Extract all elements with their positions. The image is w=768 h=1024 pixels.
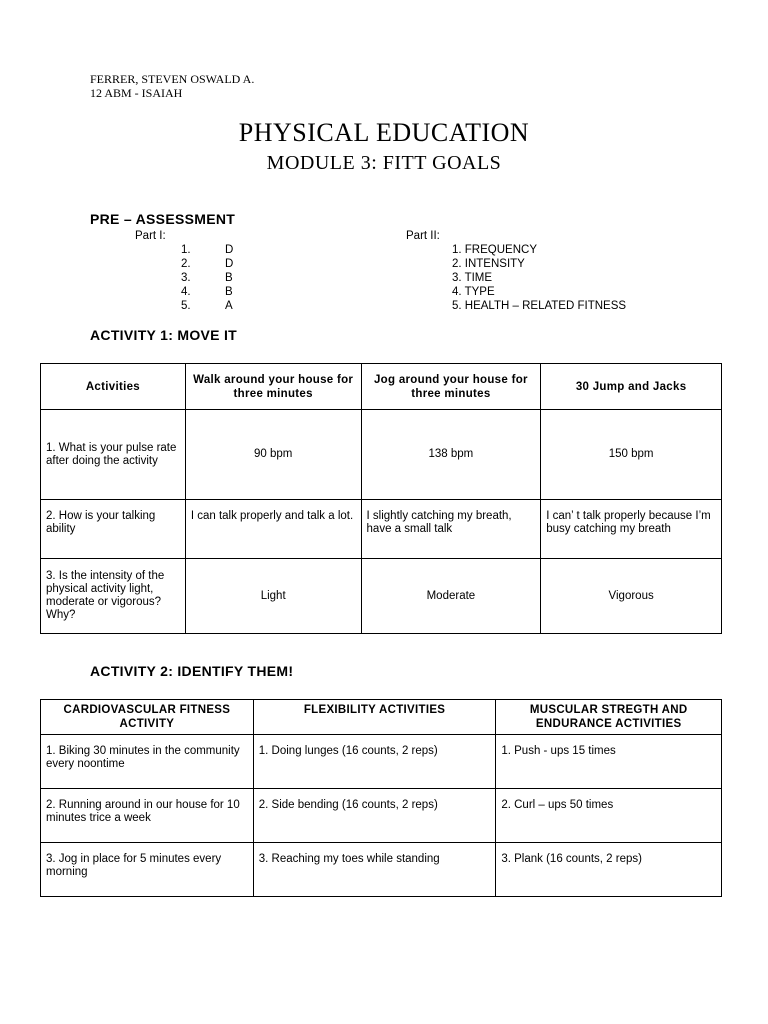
part2-item: 1. FREQUENCY	[452, 244, 537, 256]
cardio-cell: 3. Jog in place for 5 minutes every morning	[41, 843, 254, 897]
strength-cell: 3. Plank (16 counts, 2 reps)	[496, 843, 722, 897]
part1-item-num: 3.	[181, 272, 191, 284]
activity2-heading: ACTIVITY 2: IDENTIFY THEM!	[90, 663, 294, 679]
answer-cell: Light	[185, 559, 361, 634]
table-row	[41, 559, 722, 634]
part1-label: Part I:	[135, 230, 166, 242]
answer-cell: 150 bpm	[541, 410, 722, 500]
table-row	[41, 789, 722, 843]
pre-assessment-heading: PRE – ASSESSMENT	[90, 211, 236, 227]
answer-cell: I can’ t talk properly because I’m busy catching my breath	[541, 500, 722, 559]
part1-item-answer: B	[225, 286, 233, 298]
part1-item-num: 2.	[181, 258, 191, 270]
student-section: 12 ABM - ISAIAH	[90, 86, 183, 100]
column-header: FLEXIBILITY ACTIVITIES	[253, 700, 496, 735]
flexibility-cell: 3. Reaching my toes while standing	[253, 843, 496, 897]
strength-cell: 1. Push - ups 15 times	[496, 735, 722, 789]
answer-cell: I slightly catching my breath, have a small talk	[361, 500, 541, 559]
activity2-table	[40, 699, 722, 897]
activity1-table	[40, 363, 722, 634]
column-header: Jog around your house for three minutes	[361, 364, 541, 410]
column-header: MUSCULAR STREGTH AND ENDURANCE ACTIVITIES	[496, 700, 722, 735]
table-row	[41, 410, 722, 500]
activity1-heading: ACTIVITY 1: MOVE IT	[90, 327, 238, 343]
part1-item-answer: D	[225, 244, 234, 256]
flexibility-cell: 2. Side bending (16 counts, 2 reps)	[253, 789, 496, 843]
answer-cell: 90 bpm	[185, 410, 361, 500]
part1-item-num: 4.	[181, 286, 191, 298]
column-header: Activities	[41, 364, 186, 410]
part2-label: Part II:	[406, 230, 440, 242]
answer-cell: Moderate	[361, 559, 541, 634]
table-row	[41, 735, 722, 789]
part1-item-num: 1.	[181, 244, 191, 256]
part1-item-num: 5.	[181, 300, 191, 312]
column-header: Walk around your house for three minutes	[185, 364, 361, 410]
column-header: CARDIOVASCULAR FITNESS ACTIVITY	[41, 700, 254, 735]
table-row	[41, 500, 722, 559]
part2-item: 2. INTENSITY	[452, 258, 525, 270]
question-cell: 1. What is your pulse rate after doing the activity	[41, 410, 186, 500]
part1-item-answer: B	[225, 272, 233, 284]
column-header: 30 Jump and Jacks	[541, 364, 722, 410]
part1-item-answer: D	[225, 258, 234, 270]
question-cell: 3. Is the intensity of the physical activity light, moderate or vigorous? Why?	[41, 559, 186, 634]
flexibility-cell: 1. Doing lunges (16 counts, 2 reps)	[253, 735, 496, 789]
student-name: FERRER, STEVEN OSWALD A.	[90, 72, 255, 86]
document-subtitle: MODULE 3: FITT GOALS	[266, 152, 502, 174]
cardio-cell: 2. Running around in our house for 10 minutes trice a week	[41, 789, 254, 843]
part2-item: 5. HEALTH – RELATED FITNESS	[452, 300, 627, 312]
strength-cell: 2. Curl – ups 50 times	[496, 789, 722, 843]
cardio-cell: 1. Biking 30 minutes in the community every noontime	[41, 735, 254, 789]
table-header-row	[41, 700, 722, 735]
answer-cell: 138 bpm	[361, 410, 541, 500]
document-title: PHYSICAL EDUCATION	[238, 118, 530, 147]
part2-item: 4. TYPE	[452, 286, 495, 298]
question-cell: 2. How is your talking ability	[41, 500, 186, 559]
table-row	[41, 843, 722, 897]
part1-item-answer: A	[225, 300, 233, 312]
answer-cell: I can talk properly and talk a lot.	[185, 500, 361, 559]
answer-cell: Vigorous	[541, 559, 722, 634]
part2-item: 3. TIME	[452, 272, 493, 284]
table-header-row	[41, 364, 722, 410]
